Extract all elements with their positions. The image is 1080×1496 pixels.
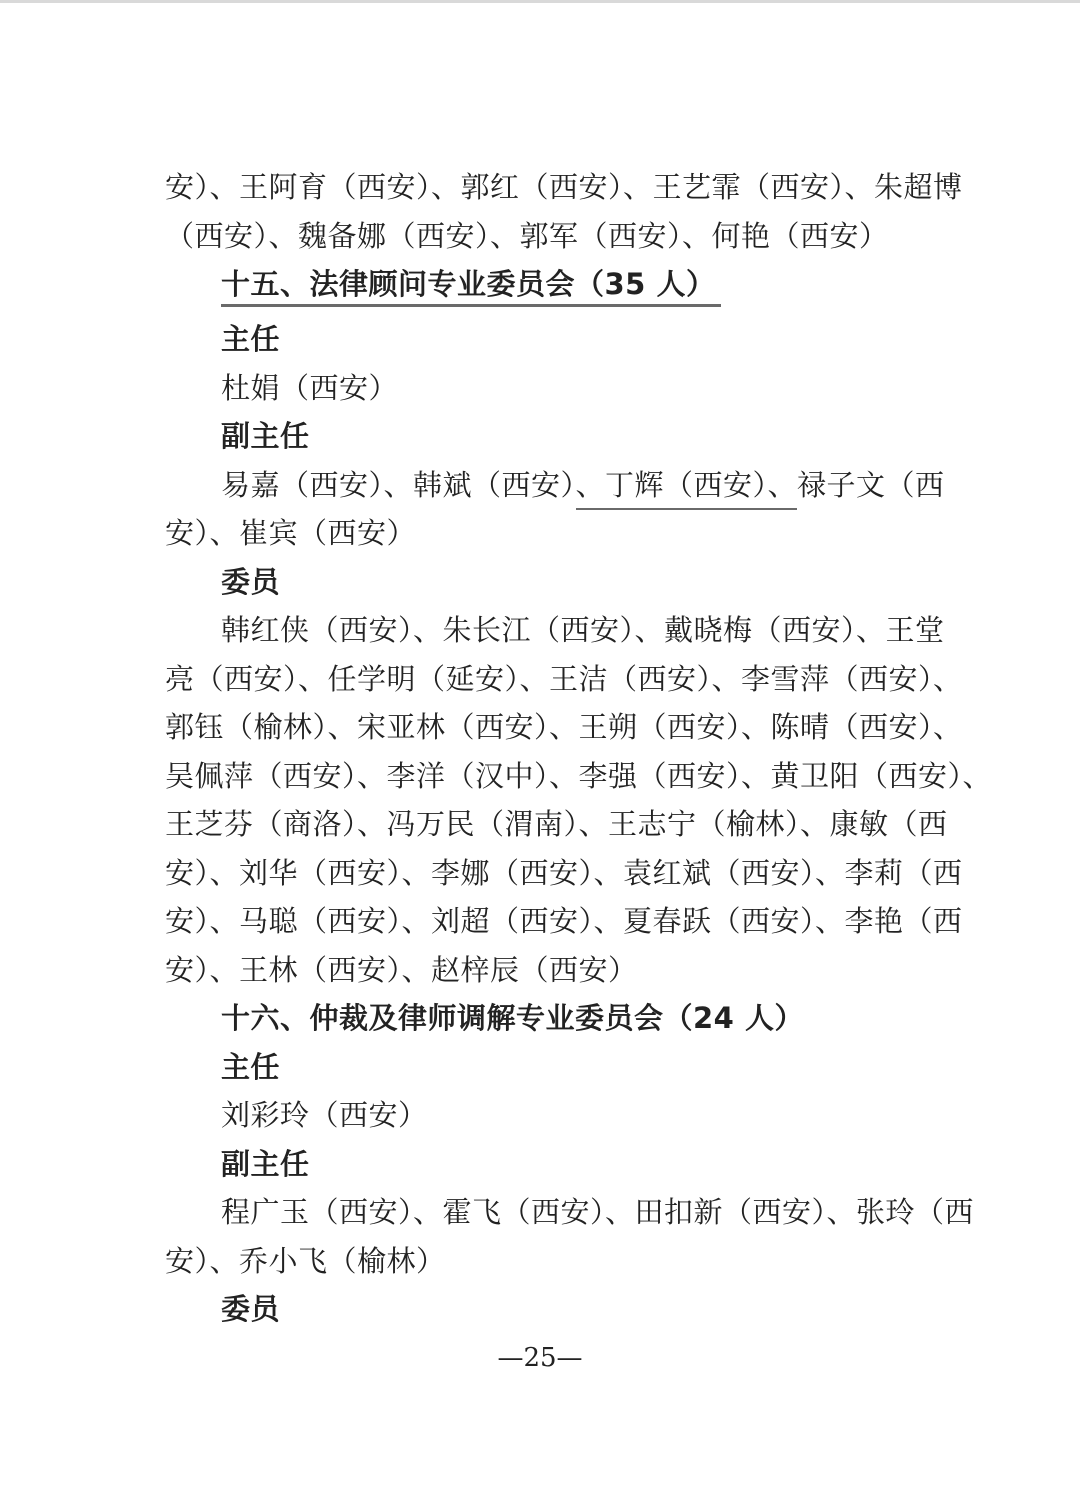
role-heading-deputy-director: 副主任	[221, 1146, 310, 1181]
text-line: 安）、王阿育（西安）、郭红（西安）、王艺霏（西安）、朱超博	[165, 170, 963, 204]
document-page	[165, 163, 993, 1334]
text-line: 王芝芬（商洛）、冯万民（渭南）、王志宁（榆林）、康敏（西	[165, 807, 948, 841]
text-line: 安）、崔宾（西安）	[165, 516, 417, 550]
role-heading-members: 委员	[221, 564, 281, 599]
role-heading-director: 主任	[221, 1049, 281, 1084]
text-line: 安）、刘华（西安）、李娜（西安）、袁红斌（西安）、李莉（西	[165, 855, 963, 890]
section-heading-15-text: 十五、法律顾问专业委员会（35 人）	[221, 264, 721, 307]
text-line: 亮（西安）、任学明（延安）、王洁（西安）、李雪萍（西安）、	[165, 661, 963, 696]
text-line: 刘彩玲（西安）	[221, 1098, 428, 1132]
text-line: 韩红侠（西安）、朱长江（西安）、戴晓梅（西安）、王堂	[221, 613, 945, 647]
text-line: 郭钰（榆林）、宋亚林（西安）、王朔（西安）、陈晴（西安）、	[165, 710, 963, 744]
role-heading-members: 委员	[221, 1292, 281, 1326]
text-line: 安）、乔小飞（榆林）	[165, 1243, 446, 1278]
text-line: （西安）、魏备娜（西安）、郭军（西安）、何艳（西安）	[165, 218, 889, 253]
text-segment: 禄子文（西	[797, 467, 945, 502]
scan-top-edge	[0, 0, 1080, 3]
text-line: 安）、王林（西安）、赵梓辰（西安）	[165, 952, 638, 987]
role-heading-director: 主任	[221, 322, 281, 356]
underlined-text-segment: 、丁辉（西安）、	[576, 468, 798, 510]
role-heading-deputy-director: 副主任	[221, 419, 310, 453]
text-line: 安）、马聪（西安）、刘超（西安）、夏春跃（西安）、李艳（西	[165, 904, 963, 938]
text-line: 程广玉（西安）、霍飞（西安）、田扣新（西安）、张玲（西	[221, 1195, 975, 1229]
text-line: 杜娟（西安）	[221, 370, 399, 405]
section-heading-15	[165, 260, 900, 315]
text-line	[165, 461, 945, 510]
text-line: 吴佩萍（西安）、李洋（汉中）、李强（西安）、黄卫阳（西安）、	[165, 758, 993, 793]
page-number: —25—	[497, 1343, 583, 1373]
text-segment: 易嘉（西安）、韩斌（西安）	[221, 467, 576, 502]
section-heading-16: 十六、仲裁及律师调解专业委员会（24 人）	[221, 1001, 804, 1035]
